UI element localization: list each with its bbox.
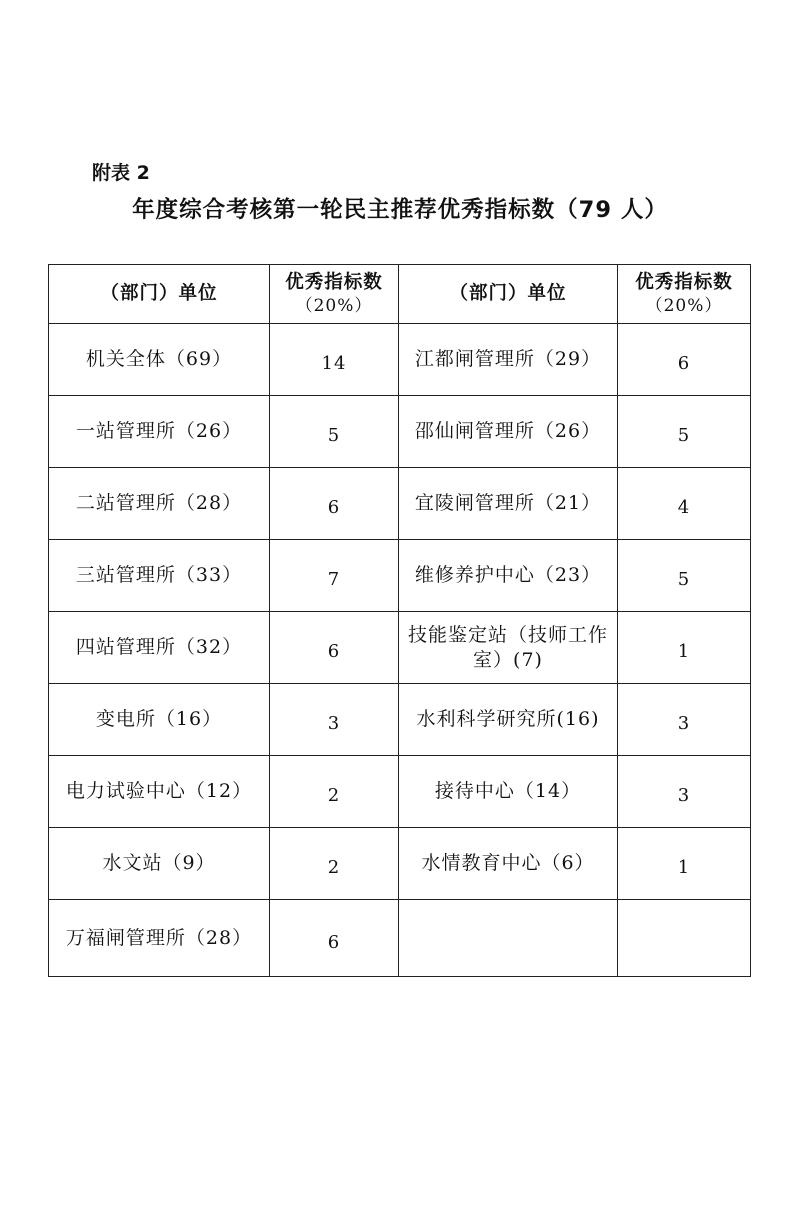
right-unit-cell [399, 900, 618, 977]
table-row [49, 396, 751, 468]
right-quota-value: 1 [677, 641, 691, 663]
right-quota-cell [618, 396, 751, 468]
right-unit-cell: 维修养护中心（23） [399, 540, 618, 612]
right-quota-cell [618, 756, 751, 828]
quota-table [48, 264, 751, 977]
left-unit-cell: 机关全体（69） [49, 324, 270, 396]
table-row [49, 828, 751, 900]
left-quota-value: 3 [327, 713, 341, 735]
left-quota-value: 2 [327, 857, 341, 879]
left-quota-cell [270, 684, 399, 756]
right-quota-value: 4 [677, 497, 691, 519]
left-unit-cell: 四站管理所（32） [49, 612, 270, 684]
left-quota-value: 6 [327, 931, 341, 953]
left-quota-cell [270, 900, 399, 977]
left-quota-value: 14 [321, 353, 347, 375]
left-unit-cell: 一站管理所（26） [49, 396, 270, 468]
right-unit-cell: 技能鉴定站（技师工作室）(7) [399, 612, 618, 684]
attachment-label: 附表 2 [92, 162, 150, 184]
header-quota-percent: （20%） [295, 295, 373, 316]
right-unit-cell: 宜陵闸管理所（21） [399, 468, 618, 540]
right-unit-cell: 接待中心（14） [399, 756, 618, 828]
table-row [49, 540, 751, 612]
right-quota-value: 5 [677, 569, 691, 591]
table-row [49, 468, 751, 540]
left-unit-cell: 电力试验中心（12） [49, 756, 270, 828]
right-unit-cell: 水利科学研究所(16) [399, 684, 618, 756]
left-quota-cell [270, 324, 399, 396]
header-unit-right: （部门）单位 [399, 265, 618, 324]
right-unit-cell: 江都闸管理所（29） [399, 324, 618, 396]
table-header-row [49, 265, 751, 324]
left-quota-cell [270, 756, 399, 828]
left-quota-value: 6 [327, 497, 341, 519]
right-quota-cell [618, 468, 751, 540]
left-unit-cell: 变电所（16） [49, 684, 270, 756]
table-row [49, 324, 751, 396]
left-unit-cell: 二站管理所（28） [49, 468, 270, 540]
header-quota-label: 优秀指标数 [635, 271, 733, 293]
right-quota-value: 6 [677, 353, 691, 375]
left-quota-value: 2 [327, 785, 341, 807]
table-row [49, 756, 751, 828]
header-quota-right [618, 265, 751, 324]
right-quota-cell [618, 900, 751, 977]
right-quota-value: 3 [677, 713, 691, 735]
right-quota-cell [618, 540, 751, 612]
left-quota-value: 5 [327, 425, 341, 447]
table-row [49, 684, 751, 756]
left-quota-value: 7 [327, 569, 341, 591]
right-quota-value: 5 [677, 425, 691, 447]
header-unit-left: （部门）单位 [49, 265, 270, 324]
header-quota-label: 优秀指标数 [285, 271, 383, 293]
right-quota-cell [618, 684, 751, 756]
left-unit-cell: 三站管理所（33） [49, 540, 270, 612]
right-quota-cell [618, 828, 751, 900]
left-quota-cell [270, 612, 399, 684]
table-row [49, 612, 751, 684]
left-unit-cell: 水文站（9） [49, 828, 270, 900]
right-quota-value: 3 [677, 785, 691, 807]
header-quota-percent: （20%） [645, 295, 723, 316]
left-quota-cell [270, 396, 399, 468]
document-title: 年度综合考核第一轮民主推荐优秀指标数（79 人） [132, 197, 668, 223]
right-unit-cell: 邵仙闸管理所（26） [399, 396, 618, 468]
right-quota-cell [618, 612, 751, 684]
left-unit-cell: 万福闸管理所（28） [49, 900, 270, 977]
right-quota-cell [618, 324, 751, 396]
left-quota-cell [270, 540, 399, 612]
right-unit-cell: 水情教育中心（6） [399, 828, 618, 900]
left-quota-cell [270, 468, 399, 540]
right-quota-value: 1 [677, 857, 691, 879]
table-row [49, 900, 751, 977]
header-quota-left [270, 265, 399, 324]
left-quota-cell [270, 828, 399, 900]
left-quota-value: 6 [327, 641, 341, 663]
